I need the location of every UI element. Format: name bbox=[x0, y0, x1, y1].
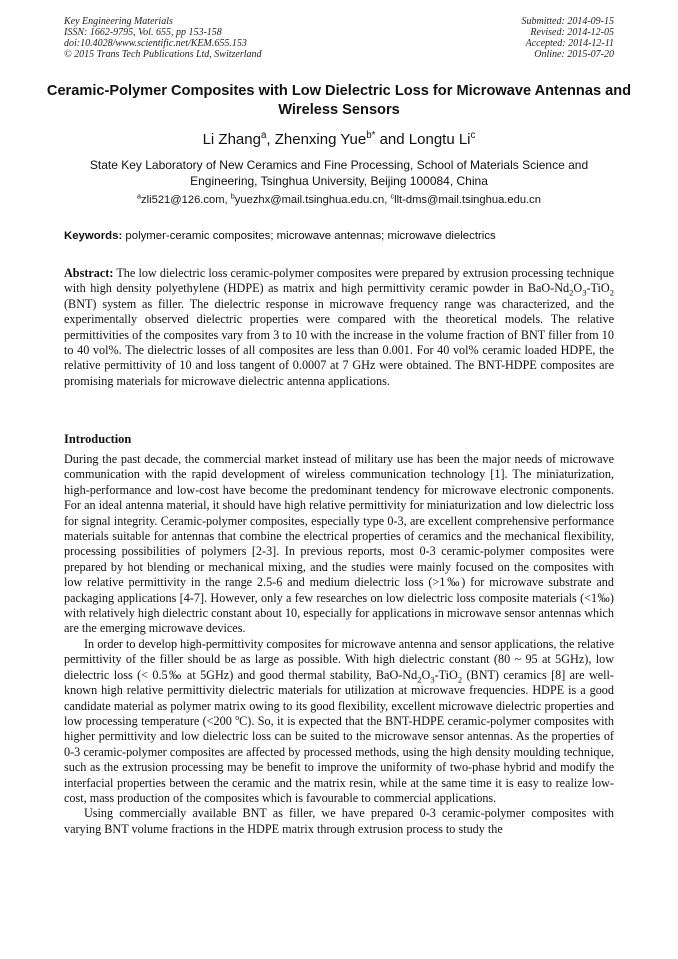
author-superscript: c bbox=[470, 130, 476, 141]
intro-paragraph-3: Using commercially available BNT as filler, we have prepared 0-3 ceramic-polymer composites with varying BNT volume fractions in the HDPE matrix through extrusion process to study the bbox=[64, 806, 614, 836]
author-superscript: b* bbox=[366, 130, 376, 141]
paragraph-text: (BNT) ceramics [8] are well-known high relative permittivity dielectric materials for utilization at microwave frequencies. HDPE is a good candidate material as polymer matrix owing to its good flexibility, excellent microwave dielectric properties and low processing temperature (<200 bbox=[64, 667, 614, 728]
email-list: $^a$zli521@126.com, $^b$yuezhx@mail.tsinghua.edu.cn, $^c$llt-dms@mail.tsinghua.edu.cn bbox=[136, 191, 541, 206]
subscript: 2 bbox=[609, 287, 614, 298]
subscript: 3 bbox=[430, 674, 435, 685]
revised-date: Revised: 2014-12-05 bbox=[530, 27, 614, 38]
author-name: Li Zhang bbox=[202, 131, 261, 148]
email-link[interactable]: zli521@126.com bbox=[141, 194, 225, 206]
submitted-date: Submitted: 2014-09-15 bbox=[521, 16, 614, 27]
introduction-body bbox=[64, 452, 614, 837]
superscript: o bbox=[235, 712, 240, 722]
email-superscript: a bbox=[136, 191, 142, 201]
intro-paragraph-1: During the past decade, the commercial market instead of military use has been the major needs of microwave communication with the rapid development of wireless communication technology [1]. The miniaturization, high-performance and low-cost have become the predominant tendency for microwave electronic components. For an ideal antenna material, it should have high relative permittivity for miniaturization and low dielectric loss for signal integrity. Ceramic-polymer composites, especially type 0-3, are excellent comprehensive performance materials suitable for antennas that combine the electrical properties of ceramics and the mechanical flexibility, processing possibilities of polymers [2-3]. In previous reports, most 0-3 ceramic-polymer composites were prepared by hot blending or mechanical mixing, and the studies were mainly focused on the composites with low relative permittivity in the range 2.5-6 and medium dielectric loss (>1‰) for microwave substrate and packaging applications [4-7]. However, only a few researches on low dielectric loss composite materials (<1‰) with relatively high dielectric constant about 10, especially for applications in microwave sensor antennas which are the emerging microwave devices. bbox=[64, 452, 614, 636]
email-link[interactable]: llt-dms@mail.tsinghua.edu.cn bbox=[394, 194, 541, 206]
email-link[interactable]: yuezhx@mail.tsinghua.edu.cn bbox=[234, 194, 385, 206]
subscript: 2 bbox=[417, 674, 422, 685]
email-superscript: b bbox=[230, 191, 235, 201]
accepted-date: Accepted: 2014-12-11 bbox=[525, 38, 614, 49]
journal-name: Key Engineering Materials bbox=[64, 16, 173, 27]
abstract-label: Abstract: bbox=[64, 266, 114, 280]
paper-title: Ceramic-Polymer Composites with Low Dielectric Loss for Microwave Antennas and Wireless Sensors bbox=[46, 83, 632, 118]
abstract bbox=[64, 266, 614, 389]
abstract-text: -TiO bbox=[586, 281, 610, 296]
paragraph-text: In order to develop high-permittivity composites for microwave antenna and sensor applications, the relative permittivity of the filler should be as large as possible. With high dielectric constant (80 ~ 95 at 5GHz), low dielectric loss (< 0.5‰ at 5GHz) and good thermal stability, BaO-Nd bbox=[64, 636, 614, 682]
abstract-text: The low dielectric loss ceramic-polymer composites were prepared by extrusion processing technique with high density polyethylene (HDPE) as matrix and high permittivity ceramic powder in BaO-Nd bbox=[64, 266, 614, 296]
keywords-text: polymer-ceramic composites; microwave antennas; microwave dielectrics bbox=[122, 230, 496, 242]
email-superscript: c bbox=[390, 191, 395, 201]
subscript: 2 bbox=[457, 674, 463, 685]
paragraph-text: O bbox=[421, 667, 431, 682]
subscript: 3 bbox=[582, 287, 587, 298]
author-superscript: a bbox=[260, 130, 267, 141]
paragraph-text: -TiO bbox=[434, 667, 458, 682]
abstract-text: O bbox=[573, 281, 583, 296]
affiliation: State Key Laboratory of New Ceramics and Fine Processing, School of Materials Science and Engineering, Tsinghua University, Beijing 100084, China bbox=[89, 158, 589, 188]
copyright-line: © 2015 Trans Tech Publications Ltd, Switzerland bbox=[64, 49, 262, 60]
author-separator: and bbox=[375, 131, 409, 148]
author-separator: , bbox=[266, 131, 275, 148]
author-name: Longtu Li bbox=[408, 131, 471, 148]
journal-header-left bbox=[64, 16, 262, 60]
abstract-text: (BNT) system as filler. The dielectric response in microwave frequency range was characterized, and the experimentally observed dielectric properties were compared with the theoretical models. The relative permittivities of the composites vary from 3 to 10 with the increase in the volume fraction of BNT filler from 10 to 40 vol%. The dielectric losses of all composites are less than 0.001. For 40 vol% ceramic loaded HDPE, the relative permittivity of 10 and loss tangent of 0.0007 at 7 GHz were obtained. The BNT-HDPE composites are promising materials for microwave dielectric antenna applications. bbox=[64, 296, 614, 388]
doi-line: doi:10.4028/www.scientific.net/KEM.655.153 bbox=[64, 38, 247, 49]
intro-paragraph-2 bbox=[64, 637, 614, 806]
keywords-line bbox=[64, 229, 616, 243]
issn-line: ISSN: 1662-9795, Vol. 655, pp 153-158 bbox=[64, 27, 222, 38]
keywords-label: Keywords: bbox=[64, 230, 123, 242]
subscript: 2 bbox=[569, 287, 574, 298]
online-date: Online: 2015-07-20 bbox=[534, 49, 614, 60]
journal-header-right bbox=[522, 16, 615, 60]
section-heading-introduction: Introduction bbox=[64, 432, 132, 446]
paragraph-text: C). So, it is expected that the BNT-HDPE ceramic-polymer composites with higher permittivity and low dielectric loss can be suited to the microwave sensor antennas. As the properties of 0-3 ceramic-polymer composites are affected by processed methods, using the high density moulding technique, such as the extrusion processing may be benefit to improve the uniformity of two-phase hybrid and modify the interfacial properties between the ceramic and the matrix resin, while at the same time it is easy to realize low-cost, mass production of the composites which is favourable to commercial applications. bbox=[64, 713, 614, 805]
author-name: Zhenxing Yue bbox=[274, 131, 367, 148]
author-list bbox=[40, 131, 638, 149]
